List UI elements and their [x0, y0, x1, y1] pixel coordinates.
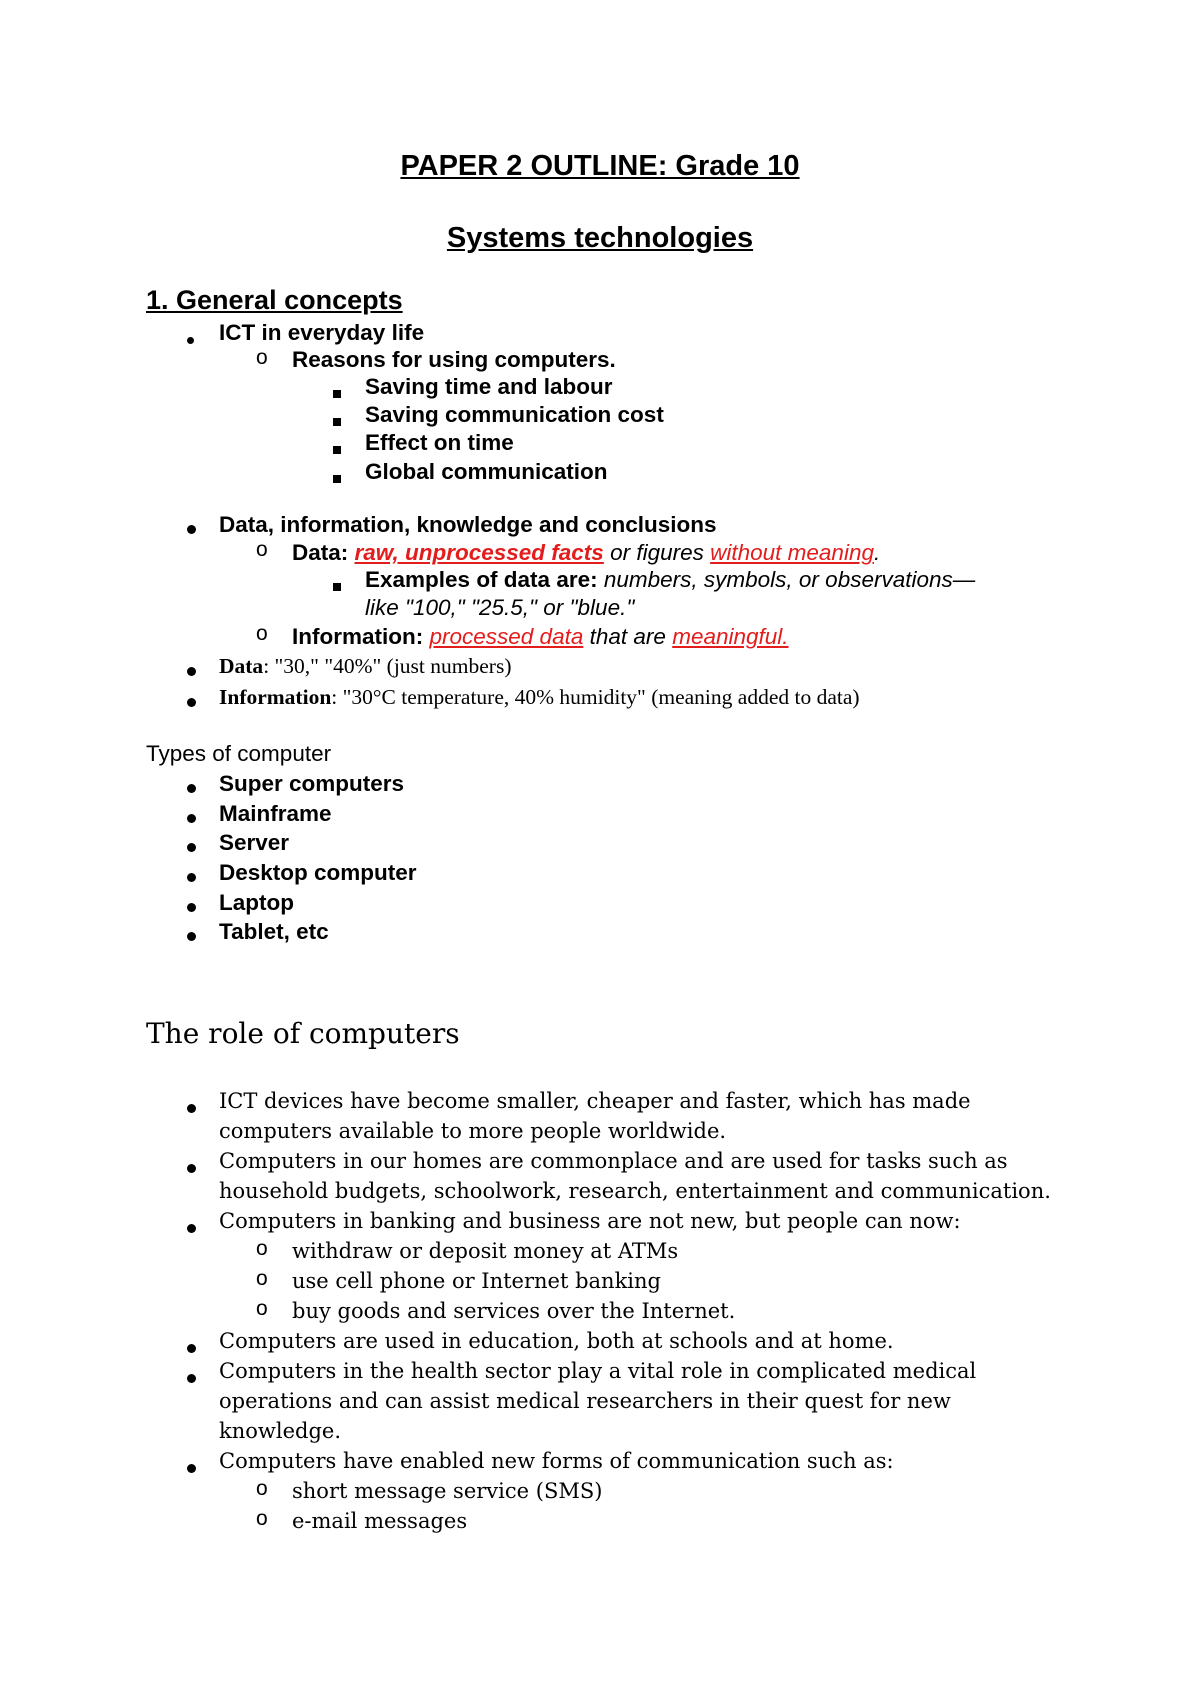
circle-bullet-icon: o — [256, 346, 268, 369]
data-end: . — [873, 540, 881, 565]
type-item: Server — [219, 830, 290, 855]
square-bullet-icon — [333, 441, 341, 459]
bullet-icon — [187, 694, 196, 712]
circle-bullet-icon: o — [256, 1477, 268, 1500]
square-bullet-icon — [333, 470, 341, 488]
circle-bullet-icon: o — [256, 1237, 268, 1260]
bullet-icon — [187, 899, 196, 917]
list-item-reason: Saving time and labour — [365, 374, 613, 399]
page-subtitle: Systems technologies — [446, 222, 754, 254]
data-example — [219, 654, 511, 679]
circle-bullet-icon: o — [256, 1267, 268, 1290]
square-bullet-icon — [333, 385, 341, 403]
list-item-ict: ICT in everyday life — [219, 320, 425, 345]
bullet-small-icon — [187, 331, 194, 349]
information-example-text: : "30°C temperature, 40% humidity" (meaning added to data) — [331, 685, 860, 709]
bullet-icon — [187, 1370, 196, 1388]
info-red-text: processed data — [429, 624, 584, 649]
bullet-icon — [187, 839, 196, 857]
list-item-reason: Effect on time — [365, 430, 514, 455]
examples-line — [365, 567, 975, 593]
bullet-icon — [187, 810, 196, 828]
page-title: PAPER 2 OUTLINE: Grade 10 — [400, 150, 800, 182]
bullet-icon — [187, 869, 196, 887]
data-mid-text: or figures — [610, 540, 704, 565]
circle-bullet-icon: o — [256, 538, 268, 561]
role-item-4: Computers are used in education, both at schools and at home. — [219, 1329, 894, 1353]
bullet-icon — [187, 1100, 196, 1118]
list-item-reasons: Reasons for using computers. — [292, 347, 616, 372]
examples-text: numbers, symbols, or observations— — [603, 567, 976, 592]
info-label: Information: — [292, 624, 424, 649]
list-item-reason: Global communication — [365, 459, 608, 484]
role-item-5-line-3: knowledge. — [219, 1419, 342, 1443]
list-item-dikc: Data, information, knowledge and conclusions — [219, 512, 717, 537]
square-bullet-icon — [333, 578, 341, 596]
data-definition — [292, 540, 880, 566]
data-example-label: Data — [219, 654, 264, 678]
type-item: Desktop computer — [219, 860, 417, 885]
role-subitem: use cell phone or Internet banking — [292, 1269, 661, 1293]
role-item-1-line-1: ICT devices have become smaller, cheaper and faster, which has made — [219, 1089, 971, 1113]
circle-bullet-icon: o — [256, 622, 268, 645]
square-bullet-icon — [333, 413, 341, 431]
types-heading: Types of computer — [146, 741, 332, 766]
section-heading-general-concepts: 1. General concepts — [146, 285, 403, 315]
bullet-icon — [187, 1460, 196, 1478]
circle-bullet-icon: o — [256, 1507, 268, 1530]
bullet-icon — [187, 1220, 196, 1238]
role-item-2-line-2: household budgets, schoolwork, research, entertainment and communication. — [219, 1179, 1051, 1203]
examples-text-continued: like "100," "25.5," or "blue." — [365, 595, 635, 620]
type-item: Super computers — [219, 771, 405, 796]
info-mid-text: that are — [589, 624, 666, 649]
role-subitem: withdraw or deposit money at ATMs — [292, 1239, 679, 1263]
type-item: Mainframe — [219, 801, 332, 826]
role-item-5-line-2: operations and can assist medical researchers in their quest for new — [219, 1389, 951, 1413]
info-red-text-2: meaningful. — [672, 624, 789, 649]
data-red-text-2: without meaning — [710, 540, 874, 565]
role-item-5-line-1: Computers in the health sector play a vital role in complicated medical — [219, 1359, 977, 1383]
role-subitem: buy goods and services over the Internet. — [292, 1299, 736, 1323]
role-item-6: Computers have enabled new forms of communication such as: — [219, 1449, 894, 1473]
role-item-3: Computers in banking and business are not new, but people can now: — [219, 1209, 961, 1233]
bullet-icon — [187, 663, 196, 681]
bullet-icon — [187, 928, 196, 946]
role-subitem: short message service (SMS) — [292, 1479, 603, 1503]
bullet-icon — [187, 521, 196, 539]
role-item-2-line-1: Computers in our homes are commonplace and are used for tasks such as — [219, 1149, 1008, 1173]
information-example — [219, 685, 860, 710]
type-item: Tablet, etc — [219, 919, 329, 944]
list-item-reason: Saving communication cost — [365, 402, 664, 427]
data-example-text: : "30," "40%" (just numbers) — [263, 654, 512, 678]
information-example-label: Information — [219, 685, 332, 709]
data-red-text: raw, unprocessed facts — [354, 540, 604, 565]
circle-bullet-icon: o — [256, 1297, 268, 1320]
information-definition — [292, 624, 789, 650]
role-subitem: e-mail messages — [292, 1509, 468, 1533]
bullet-icon — [187, 1160, 196, 1178]
bullet-icon — [187, 1340, 196, 1358]
bullet-icon — [187, 780, 196, 798]
examples-label: Examples of data are: — [365, 567, 598, 592]
role-heading: The role of computers — [146, 1017, 460, 1050]
type-item: Laptop — [219, 890, 294, 915]
data-label: Data: — [292, 540, 349, 565]
role-item-1-line-2: computers available to more people worldwide. — [219, 1119, 727, 1143]
